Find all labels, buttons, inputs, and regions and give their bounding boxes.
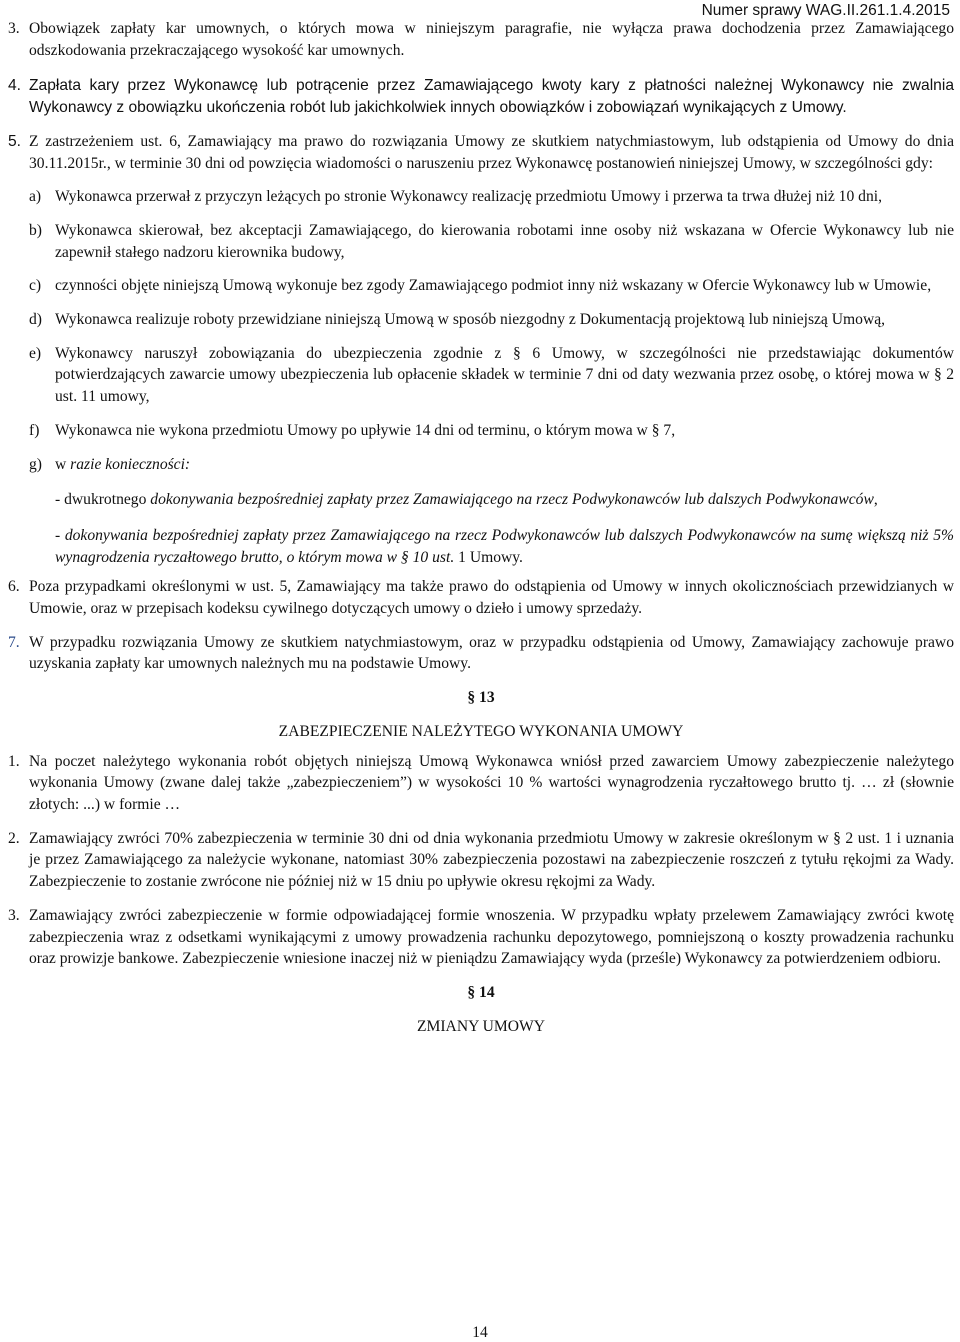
subitem-g: [29, 454, 954, 476]
subitem-text-italic: razie konieczności:: [70, 455, 191, 473]
subitem-d: [29, 309, 954, 331]
subitem-label: f): [29, 421, 40, 439]
dash-item-2: [55, 525, 954, 568]
case-number-header: Numer sprawy WAG.II.261.1.4.2015: [701, 2, 950, 19]
section-number: § 13: [467, 689, 495, 707]
subitem-a: [29, 186, 954, 208]
dash-tail: 1 Umowy.: [454, 548, 523, 566]
section-title: ZABEZPIECZENIE NALEŻYTEGO WYKONANIA UMOWY: [278, 722, 684, 740]
subitem-text: Wykonawca przerwał z przyczyn leżących po stronie Wykonawcy realizację przedmiotu Umowy i przerwa ta trwa dłużej niż 10 dni,: [55, 188, 882, 206]
subitem-text: czynności objęte niniejszą Umową wykonuje bez zgody Zamawiającego podmiot inny niż wskazany w Ofercie Wykonawcy lub w Umowie,: [55, 277, 932, 295]
section-13-item-2: [8, 828, 954, 893]
subitem-label: g): [29, 455, 42, 473]
section-13-heading: [8, 687, 954, 742]
item-text: Zapłata kary przez Wykonawcę lub potrącenie przez Zamawiającego kwoty kary z płatności należnej Wykonawcy nie zwalnia Wykonawcy z obowiązku ukończenia robót lub jakichkolwiek innych obowiązków i zobowiązań wynikających z Umowy.: [29, 77, 954, 117]
paragraph-item-3: [8, 18, 954, 61]
subitem-text: [55, 454, 954, 476]
subitem-text: Wykonawca realizuje roboty przewidziane niniejszą Umową w sposób niezgodny z Dokumentacją projektową lub niniejszą Umową,: [55, 311, 886, 329]
item-number: 3.: [8, 906, 20, 924]
section-number: § 14: [467, 983, 495, 1001]
subitem-text: Wykonawcy naruszył zobowiązania do ubezpieczenia zgodnie z § 6 Umowy, w szczególności nie przedstawiając dokumentów potwierdzających zawarcie umowy ubezpieczenia lub opłacenie składek w terminie 7 dni od daty wezwania przez osobę, o której mowa w § 2 ust. 11 umowy,: [55, 344, 954, 406]
item-number: 4.: [8, 77, 22, 95]
dash-italic: dokonywania bezpośredniej zapłaty przez Zamawiającego na rzecz Podwykonawców lub dalszych Podwykonawców: [150, 491, 874, 509]
subitem-f: [29, 420, 954, 442]
document-body: [8, 18, 954, 1037]
paragraph-item-4: [8, 75, 954, 118]
paragraph-item-6: [8, 576, 954, 619]
item-text: Na poczet należytego wykonania robót objętych niniejszą Umową Wykonawca wniósł przed zawarciem Umowy zabezpieczenie należytego wykonania Umowy (zwane dalej także „zabezpieczeniem”) w wysokości 10 % wartości wynagrodzenia ryczałtowego brutto tj. … zł (słownie złotych: ...) w formie …: [29, 752, 954, 813]
section-14-heading: [8, 982, 954, 1037]
subitem-b: [29, 220, 954, 263]
item-number: 1.: [8, 752, 20, 770]
subitem-text: Wykonawca skierował, bez akceptacji Zamawiającego, do kierowania robotami inne osoby niż wskazana w Ofercie Wykonawcy lub nie zapewnił stałego nadzoru kierownika budowy,: [55, 221, 954, 261]
item-text: Zamawiający zwróci 70% zabezpieczenia w terminie 30 dni od dnia wykonania przedmiotu Umowy w zakresie określonym w § 2 ust. 1 i uznania je przez Zamawiającego za należycie wykonane, natomiast 30% zabezpieczenia pozostawi na zabezpieczenie roszczeń z tytułu rękojmi za Wady. Zabezpieczenie to zostanie zwrócone nie później niż w 15 dniu po upływie okresu rękojmi za Wady.: [29, 829, 954, 891]
subitem-text-plain: w: [55, 455, 71, 473]
section-13-item-3: [8, 905, 954, 970]
item-text: Poza przypadkami określonymi w ust. 5, Zamawiający ma także prawo do odstąpienia od Umowy w innych okolicznościach przewidzianych w Umowie, oraz w przepisach kodeksu cywilnego dotyczących umowy o dzieło i umowy sprzedaży.: [29, 578, 954, 618]
subitem-label: e): [29, 344, 42, 362]
subitem-label: d): [29, 311, 42, 329]
dash-plain: -: [55, 526, 65, 544]
item-number: 5.: [8, 132, 22, 150]
item-number: 7.: [8, 633, 20, 651]
subitem-label: c): [29, 277, 42, 295]
item-text: Z zastrzeżeniem ust. 6, Zamawiający ma prawo do rozwiązania Umowy ze skutkiem natychmiastowym, lub odstąpienia od Umowy do dnia 30.11.2015r., w terminie 30 dni od powzięcia wiadomości o naruszeniu przez Wykonawcę postanowień niniejszej Umowy, w szczególności gdy:: [29, 132, 954, 172]
item-number: 3.: [8, 20, 20, 37]
subitem-e: [29, 343, 954, 408]
dash-plain: - dwukrotnego: [55, 491, 151, 509]
page-number: 14: [472, 1324, 488, 1341]
item-text: Zamawiający zwróci zabezpieczenie w formie odpowiadającej formie wnoszenia. W przypadku wpłaty przelewem Zamawiający zwróci kwotę zabezpieczenia wraz z odsetkami wynikającymi z umowy prowadzenia rachunku depozytowego, pomniejszoną o koszty prowadzenia rachunku oraz prowizje bankowe. Zabezpieczenie wniesione inaczej niż w pieniądzu Zamawiający wyda (prześle) Wykonawcy za potwierdzeniem odbioru.: [29, 906, 954, 968]
item-number: 6.: [8, 578, 20, 596]
item-number: 2.: [8, 829, 20, 847]
dash-item-1: [55, 489, 954, 511]
section-13-item-1: [8, 751, 954, 816]
item-text: W przypadku rozwiązania Umowy ze skutkiem natychmiastowym, oraz w przypadku odstąpienia od Umowy, Zamawiający zachowuje prawo uzyskania zapłaty kar umownych należnych mu na podstawie Umowy.: [29, 633, 954, 673]
dash-tail: ,: [873, 491, 878, 509]
paragraph-item-5: [8, 131, 954, 174]
subitem-c: [29, 275, 954, 297]
dash-italic: dokonywania bezpośredniej zapłaty przez Zamawiającego na rzecz Podwykonawców lub dalszych Podwykonawców na sumę większą niż 5% wynagrodzenia ryczałtowego brutto, o którym mowa w § 10 ust.: [55, 526, 954, 566]
subitem-label: a): [29, 188, 42, 206]
section-title: ZMIANY UMOWY: [416, 1017, 546, 1035]
item-text: Obowiązek zapłaty kar umownych, o których mowa w niniejszym paragrafie, nie wyłącza prawa dochodzenia przez Zamawiającego odszkodowania przekraczającego wysokość kar umownych.: [29, 20, 954, 59]
subitem-label: b): [29, 221, 42, 239]
subitem-text: Wykonawca nie wykona przedmiotu Umowy po upływie 14 dni od terminu, o którym mowa w § 7,: [55, 421, 676, 439]
paragraph-item-7: [8, 632, 954, 675]
